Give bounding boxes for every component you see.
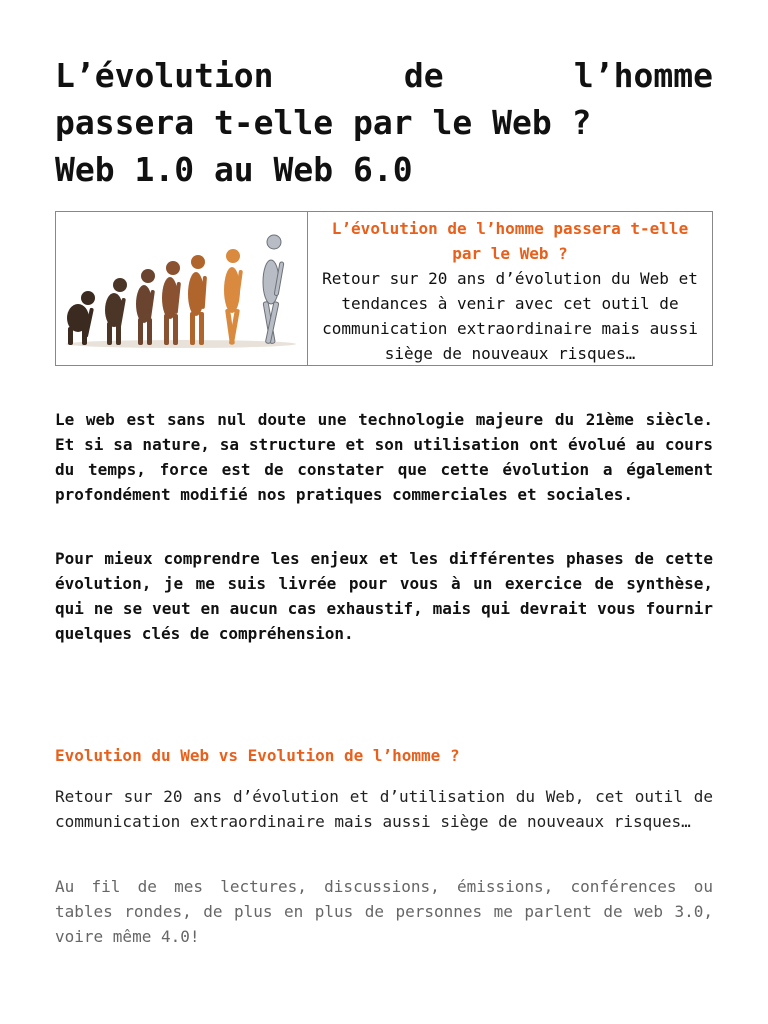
title-line-2: passera t-elle par le Web ? <box>55 103 592 142</box>
intro-paragraph-1: Le web est sans nul doute une technologie majeure du 21ème siècle. Et si sa nature, sa structure et son utilisation ont évolué au cours du temps, force est de constater que cette évolution a également profondément modifié nos pratiques commerciales et sociales. <box>55 410 713 504</box>
intro-paragraph-2: Pour mieux comprendre les enjeux et les différentes phases de cette évolution, je me suis livrée pour vous à un exercice de synthèse, qui ne se veut en aucun cas exhaustif, mais qui devrait vous fournir quelques clés de compréhension. <box>55 549 713 643</box>
human-evolution-figure-icon <box>56 212 307 365</box>
human-evolution-image <box>56 212 308 365</box>
intro-text-cell <box>308 212 712 365</box>
intro-table <box>55 211 713 366</box>
page-title <box>55 52 713 193</box>
intro-summary: Retour sur 20 ans d’évolution du Web et tendances à venir avec cet outil de communication extraordinaire mais aussi siège de nouveaux risques… <box>322 269 698 363</box>
section-paragraph-2: Au fil de mes lectures, discussions, émissions, conférences ou tables rondes, de plus en plus de personnes me parlent de web 3.0, voire même 4.0! <box>55 877 713 946</box>
section-heading: Evolution du Web vs Evolution de l’homme ? <box>55 746 460 765</box>
intro-heading: L’évolution de l’homme passera t-elle par le Web ? <box>331 219 689 263</box>
title-line-3: Web 1.0 au Web 6.0 <box>55 150 413 189</box>
section-paragraph-1: Retour sur 20 ans d’évolution et d’utilisation du Web, cet outil de communication extraordinaire mais aussi siège de nouveaux risques… <box>55 787 713 831</box>
title-line-1: L’évolution de l’homme <box>55 56 713 95</box>
